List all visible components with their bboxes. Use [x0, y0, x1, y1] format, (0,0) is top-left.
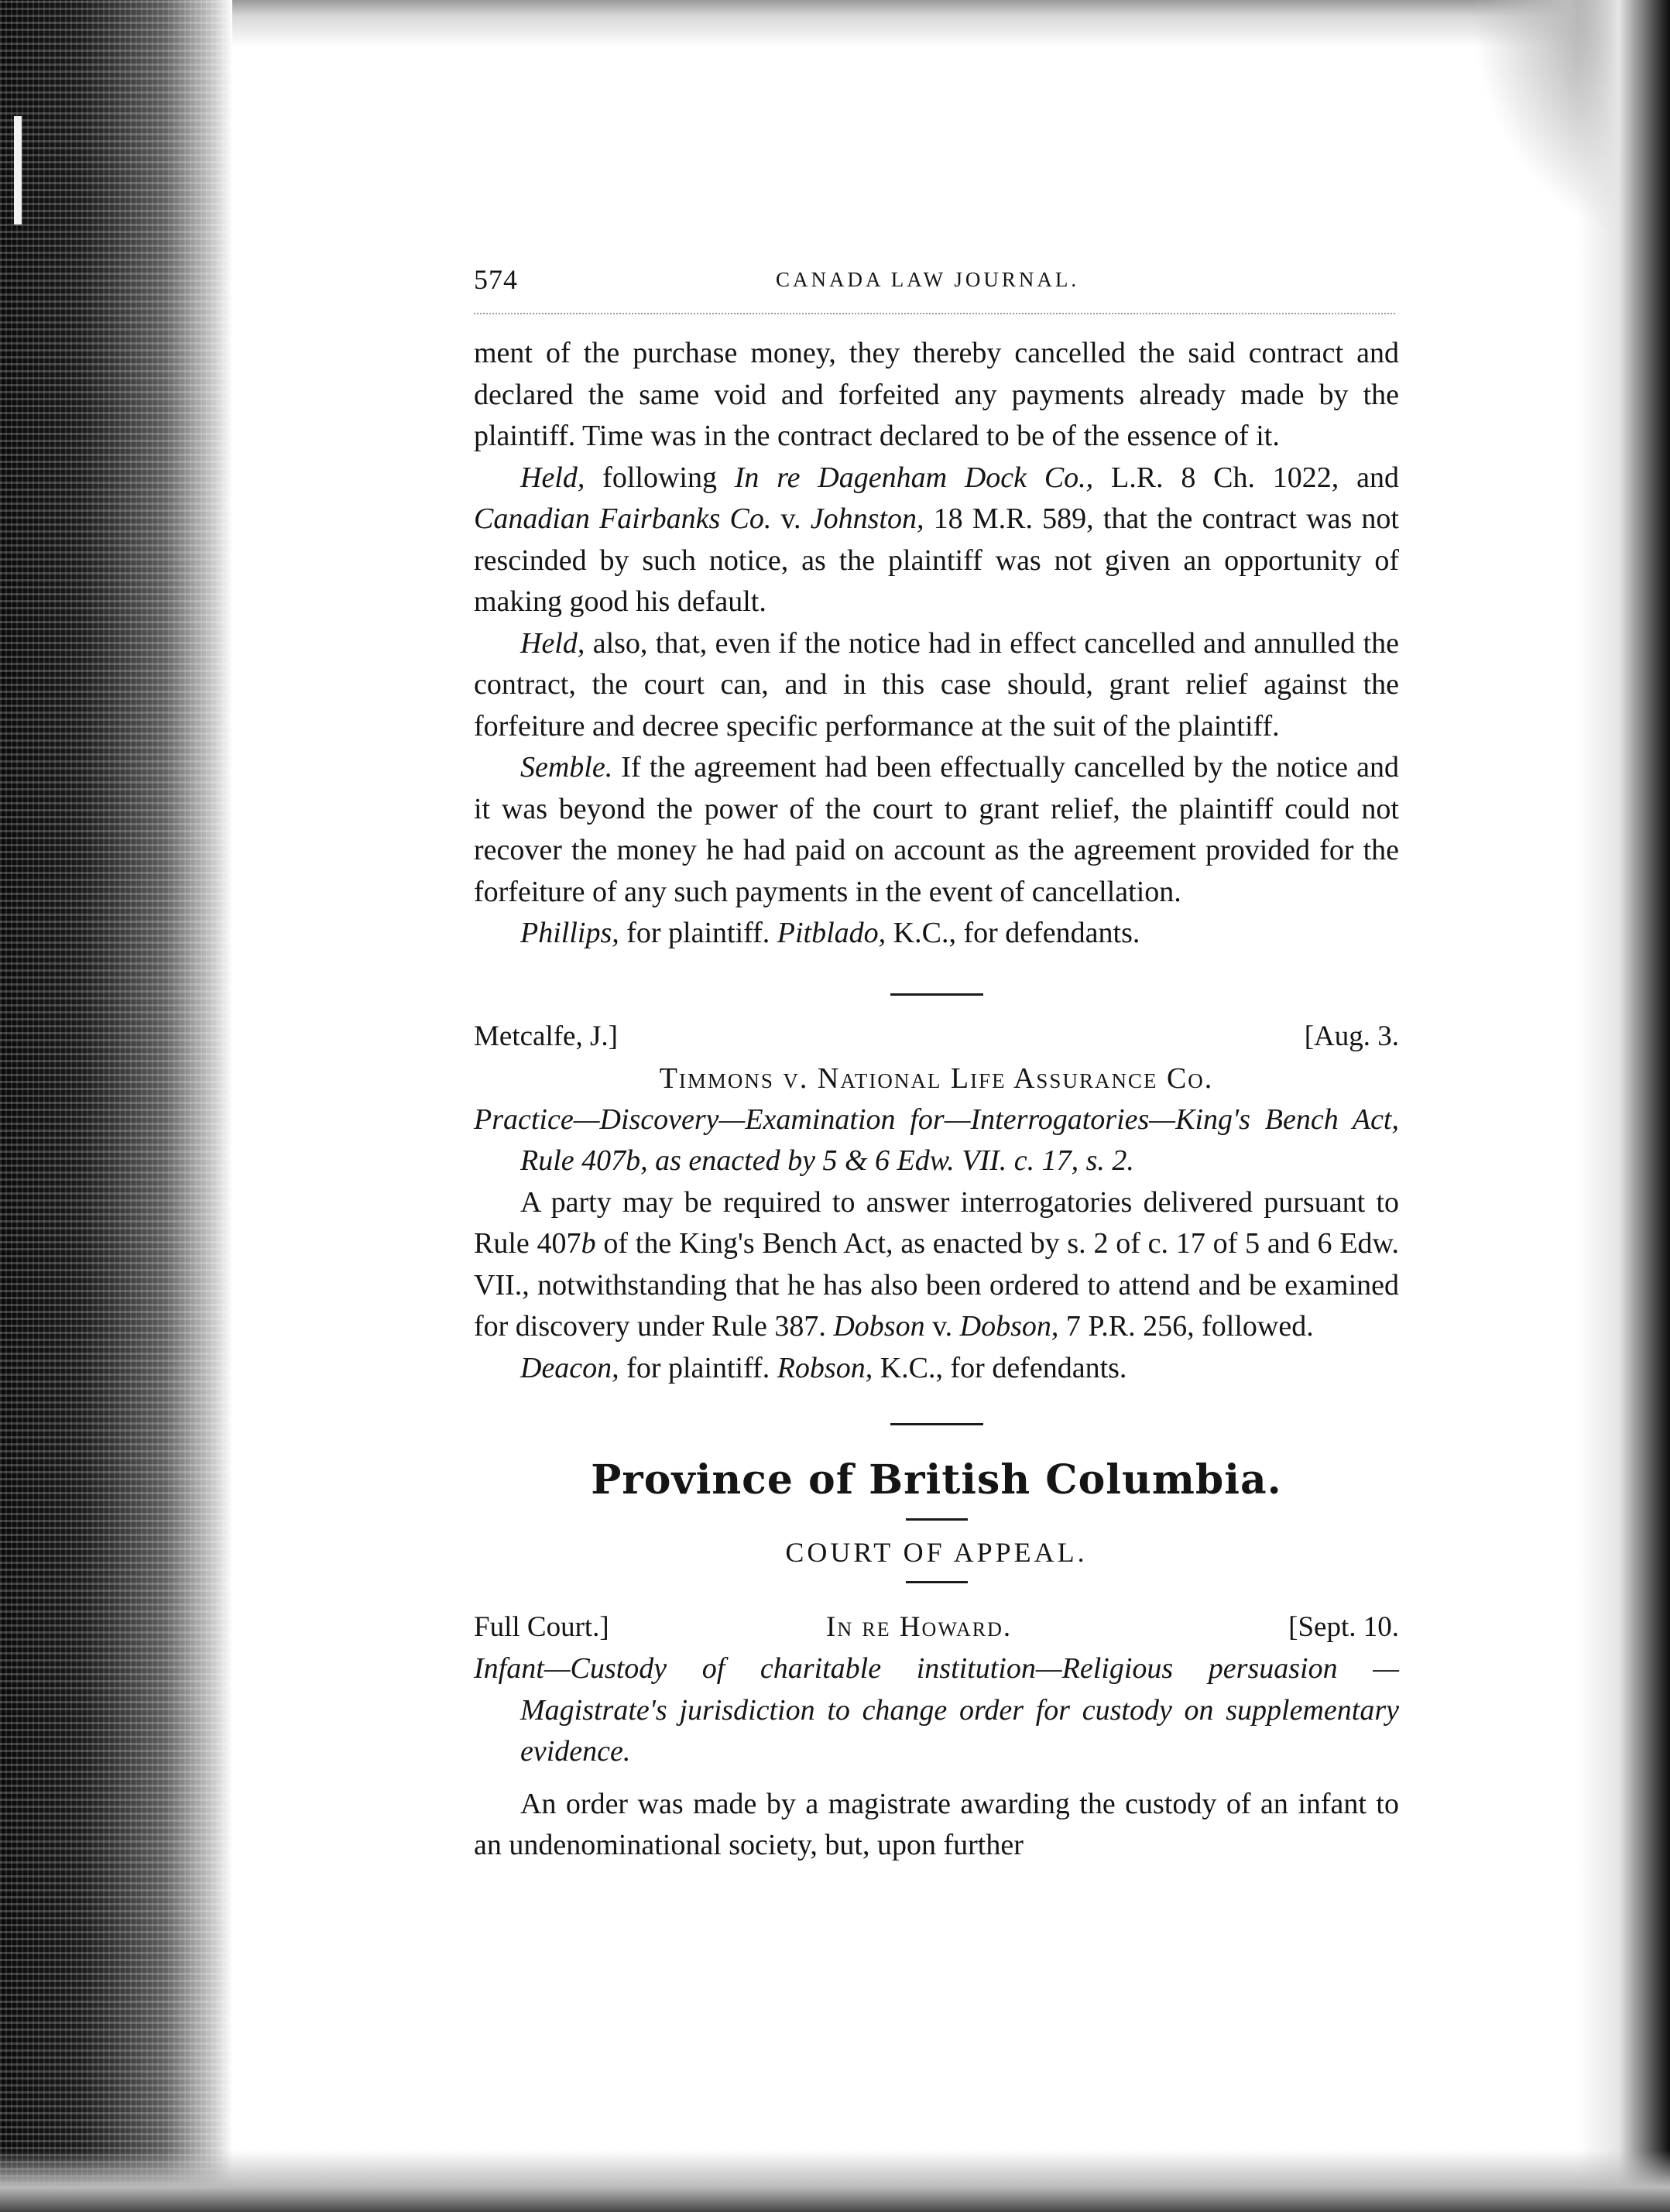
case3-date: [Sept. 10.: [1288, 1611, 1399, 1643]
case3-header-line: [474, 1607, 1399, 1648]
page-number: 574: [474, 264, 518, 295]
case1-held-also-paragraph: Held, also, that, even if the notice had in effect cancelled and annulled the contract, the court can, and in this case should, grant relief against the forfeiture and decree specific performance at the suit of the plaintiff.: [474, 626, 1399, 742]
journal-title: CANADA LAW JOURNAL.: [776, 268, 1080, 291]
journal-page: [474, 263, 1399, 1867]
scan-bottom-edge: [0, 2150, 1670, 2212]
case2-judge: Metcalfe, J.]: [474, 1020, 618, 1052]
case2-counsel: Deacon, for plaintiff. Robson, K.C., for defendants.: [520, 1351, 1127, 1384]
court-heading: COURT OF APPEAL.: [785, 1537, 1088, 1568]
scan-top-edge: [232, 0, 1670, 46]
case1-counsel: Phillips, for plaintiff. Pitblado, K.C., for defendants.: [520, 917, 1140, 949]
case2-header-line: [474, 1016, 1399, 1058]
province-heading: Province of British Columbia.: [591, 1456, 1282, 1504]
case1-semble-paragraph: Semble. If the agreement had been effectually cancelled by the notice and it was beyond the power of the court to grant relief, the plaintiff could not recover the money he had paid on account as the agreement provided for the forfeiture of any such payments in the event of cancellation.: [474, 751, 1399, 908]
case1-paragraph-1: ment of the purchase money, they thereby cancelled the said contract and declared the same void and forfeited any payments already made by the plaintiff. Time was in the contract declared to be of the essence of it.: [474, 337, 1399, 452]
case3-court: Full Court.]: [474, 1611, 609, 1643]
scan-binding-edge: [0, 0, 232, 2212]
header-rule: [474, 313, 1395, 314]
case1-held-paragraph: Held, following In re Dagenham Dock Co., L.R. 8 Ch. 1022, and Canadian Fairbanks Co. v. Johnston, 18 M.R. 589, that the contract was not rescinded by such notice, as the plaintiff was not given an opportunity of making good his default.: [474, 461, 1399, 618]
case3-catchwords: Infant—Custody of charitable institution—Religious persuasion —Magistrate's jurisdiction to change order for custody on supplementary evidence.: [474, 1652, 1399, 1768]
scan-right-edge: [1577, 0, 1670, 2212]
case2-body: A party may be required to answer interrogatories delivered pursuant to Rule 407b of the King's Bench Act, as enacted by s. 2 of c. 17 of 5 and 6 Edw. VII., notwithstanding that he has also been ordered to attend and be examined for discovery under Rule 387. Dobson v. Dobson, 7 P.R. 256, followed.: [474, 1185, 1399, 1343]
running-head: [474, 263, 1399, 302]
case2-date: [Aug. 3.: [1304, 1020, 1399, 1052]
binding-streak: [14, 116, 22, 225]
case2-title: Timmons v. National Life Assurance Co.: [659, 1061, 1214, 1095]
case3-body: An order was made by a magistrate awarding the custody of an infant to an undenominational society, but, upon further: [474, 1787, 1399, 1861]
case3-title: In re Howard.: [826, 1611, 1013, 1643]
case2-catchwords: Practice—Discovery—Examination for—Interrogatories—King's Bench Act, Rule 407b, as enacted by 5 & 6 Edw. VII. c. 17, s. 2.: [474, 1103, 1399, 1177]
